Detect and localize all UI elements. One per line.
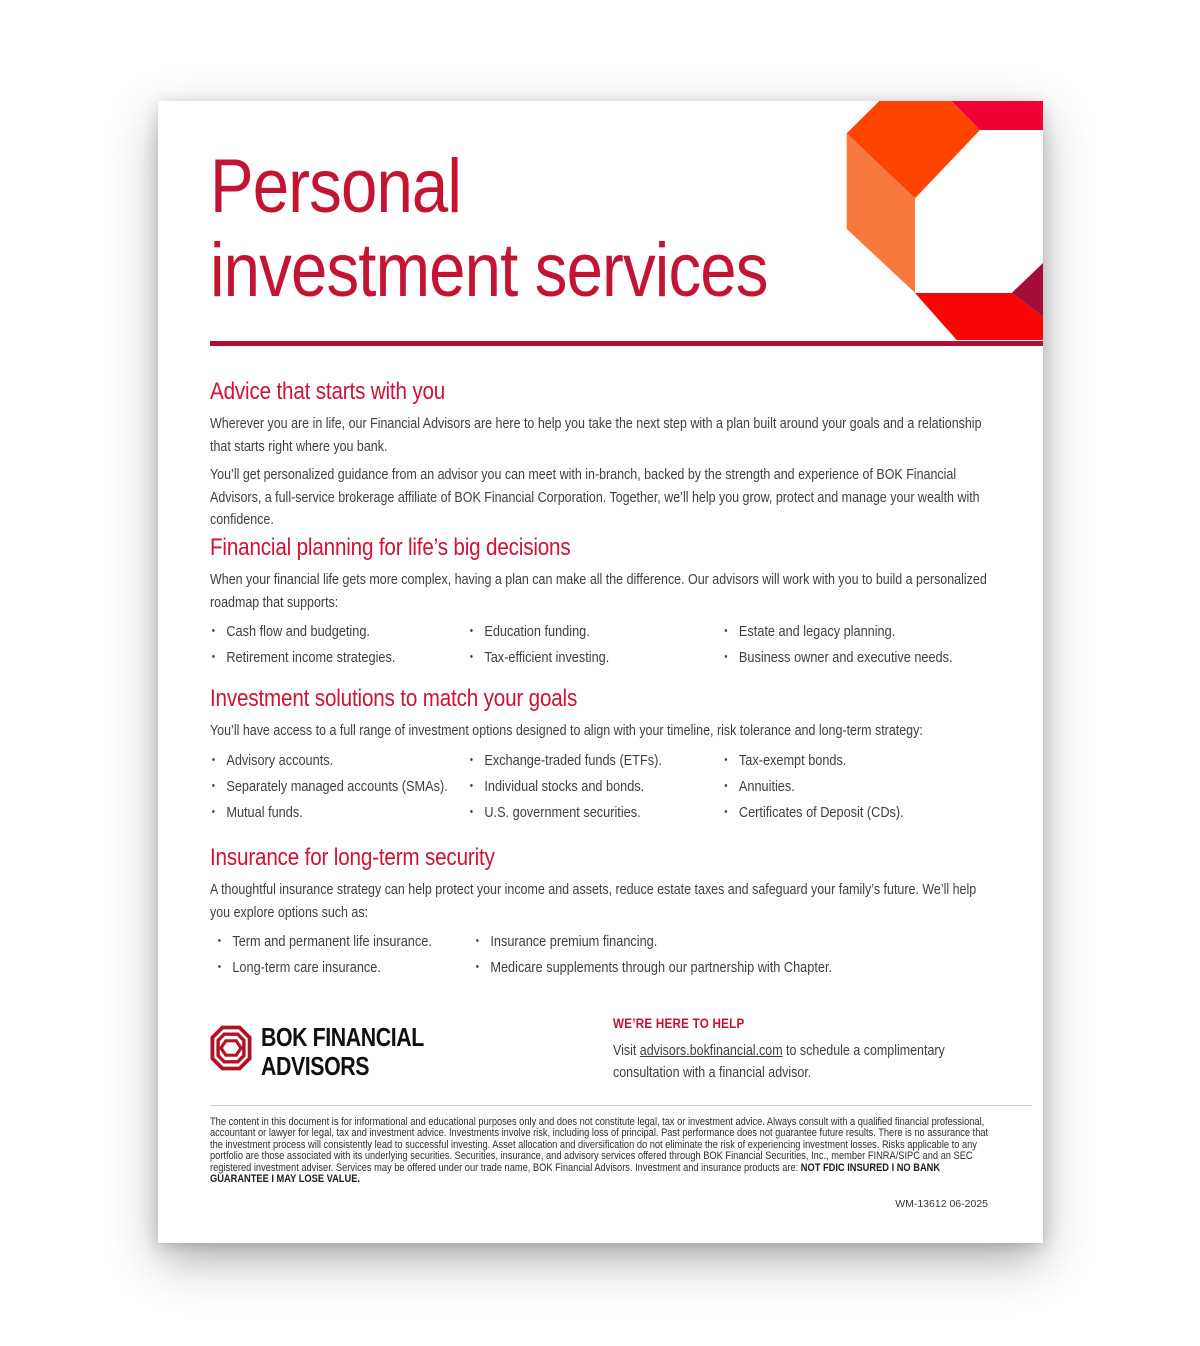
bullet-column — [210, 750, 468, 828]
section-paragraph: A thoughtful insurance strategy can help protect your income and assets, reduce estate taxes and safeguard your family’s future. We’ll help you explore options such as: — [210, 882, 977, 921]
page-title-line2: investment services — [210, 228, 768, 313]
bullet-item: • Business owner and executive needs. — [723, 647, 953, 670]
footer-divider — [210, 1105, 1032, 1106]
help-text — [613, 1040, 986, 1084]
bullet-item: • Mutual funds. — [210, 802, 468, 825]
page-title — [210, 145, 967, 313]
help-heading: WE’RE HERE TO HELP — [613, 1016, 745, 1031]
bullet-item: • Insurance premium financing. — [474, 931, 732, 954]
bullet-item: • Medicare supplements through our partnership with Chapter. — [474, 957, 732, 980]
bullet-item: • Annuities. — [723, 776, 904, 799]
bullet-column — [474, 931, 833, 983]
bullet-item: • Certificates of Deposit (CDs). — [723, 802, 904, 825]
bullet-item: • Advisory accounts. — [210, 750, 468, 773]
bullet-item: • Education funding. — [468, 621, 723, 644]
section-paragraph: When your financial life gets more complex, having a plan can make all the difference. Our advisors will work with you to build a personalized roadmap that supports: — [210, 572, 987, 611]
section-paragraph: You’ll have access to a full range of investment options designed to align with your timeline, risk tolerance and long-term strategy: — [210, 723, 923, 739]
bullet-item: • Tax-exempt bonds. — [723, 750, 904, 773]
header-rule — [210, 341, 1043, 346]
bullet-item: • Cash flow and budgeting. — [210, 621, 468, 644]
disclaimer-bold: NOT FDIC INSURED I NO BANK GUARANTEE I MAY LOSE VALUE. — [210, 1161, 941, 1186]
help-text-prefix: Visit — [613, 1043, 640, 1059]
bullet-columns — [210, 621, 988, 673]
footer-brand — [210, 1021, 460, 1080]
page-title-line1: Personal — [210, 144, 462, 229]
bullet-item: • Term and permanent life insurance. — [216, 931, 474, 954]
section-paragraph: You’ll get personalized guidance from an advisor you can meet with in-branch, backed by the strength and experience of BOK Financial Advisors, a full-service brokerage affiliate of BOK Financial Corporation. Together, we’ll help you grow, protect and manage your wealth with confidence. — [210, 467, 980, 528]
document-page — [158, 101, 1043, 1243]
bullet-column — [210, 621, 468, 673]
bullet-column — [468, 621, 723, 673]
bullet-item: • Retirement income strategies. — [210, 647, 468, 670]
bullet-columns — [210, 750, 988, 828]
section-insurance — [210, 843, 996, 983]
section-investment-solutions — [210, 684, 996, 828]
bok-financial-mark-icon — [210, 1025, 252, 1071]
section-heading: Investment solutions to match your goals — [210, 685, 578, 712]
bullet-item: • Individual stocks and bonds. — [468, 776, 723, 799]
bullet-column — [723, 750, 904, 828]
bullet-column — [216, 931, 474, 983]
footer-help — [613, 1016, 1049, 1084]
bullet-item: • Exchange-traded funds (ETFs). — [468, 750, 723, 773]
section-heading: Advice that starts with you — [210, 378, 446, 405]
section-paragraph: Wherever you are in life, our Financial Advisors are here to help you take the next step with a plan built around your goals and a relationship that starts right where you bank. — [210, 416, 982, 455]
section-heading: Insurance for long-term security — [210, 844, 495, 871]
footer-wordmark-line2: ADVISORS — [261, 1050, 370, 1081]
bullet-item: • Separately managed accounts (SMAs). — [210, 776, 468, 799]
bullet-column — [468, 750, 723, 828]
footer-wordmark-line1: BOK FINANCIAL — [261, 1022, 424, 1052]
bullet-item: • Estate and legacy planning. — [723, 621, 953, 644]
bullet-item: • U.S. government securities. — [468, 802, 723, 825]
bullet-columns — [210, 931, 988, 983]
section-financial-planning — [210, 533, 996, 673]
bullet-item: • Long-term care insurance. — [216, 957, 474, 980]
help-link[interactable]: advisors.bokfinancial.com — [639, 1043, 783, 1059]
help-text-suffix: to schedule a complimentary consultation with a financial advisor. — [613, 1043, 945, 1081]
section-heading: Financial planning for life’s big decisions — [210, 534, 571, 561]
bullet-item: • Tax-efficient investing. — [468, 647, 723, 670]
disclaimer-text: The content in this document is for informational and educational purposes only and does not constitute legal, tax or investment advice. Always consult with a qualified financial professional, accountant or lawyer for legal, tax and investment advice. Investments involve risk, including loss of principal. Past performance does not guarantee future results. There is no assurance that the investment process will consistently lead to successful investing. Asset allocation and diversification do not eliminate the risk of experiencing investment losses. Risks applicable to any portfolio are those associated with its underlying securities. Securities, insurance, and advisory services offered through BOK Financial Securities, Inc., member FINRA/SIPC and an SEC registered investment adviser. Services may be offered under our trade name, BOK Financial Advisors. Investment and insurance products are: — [210, 1116, 989, 1174]
footer-wordmark — [261, 1023, 424, 1080]
doc-code: WM-13612 06-2025 — [895, 1198, 988, 1210]
bullet-column — [723, 621, 953, 673]
section-advice — [210, 377, 996, 532]
disclaimer — [210, 1117, 988, 1185]
